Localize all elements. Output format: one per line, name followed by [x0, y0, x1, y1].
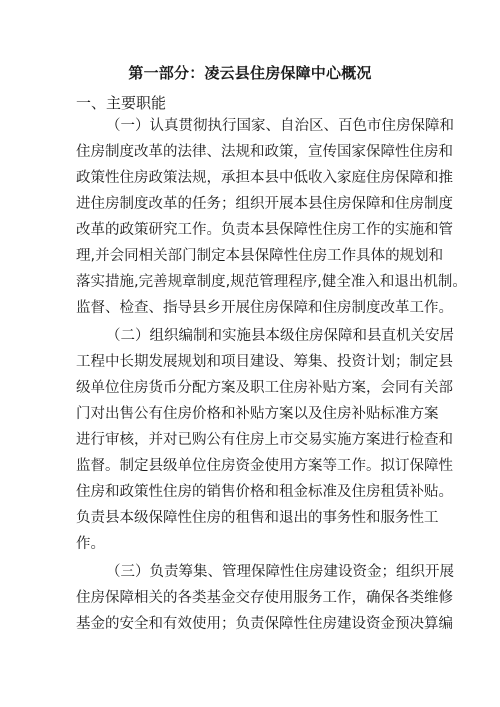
paragraph-line: 进行审核，并对已购公有住房上市交易实施方案进行检查和	[76, 432, 453, 448]
paragraph-line: （二）组织编制和实施县本级住房保障和县直机关安居	[106, 328, 454, 344]
document-title: 第一部分：凌云县住房保障中心概况	[128, 64, 372, 82]
paragraph-line: 政策性住房政策法规，承担本县中低收入家庭住房保障和推	[76, 170, 453, 186]
paragraph-line: 住房保障相关的各类基金交存使用服务工作，确保各类维修	[76, 590, 453, 606]
paragraph-line: 作。	[76, 536, 105, 552]
paragraph-line: 理,并会同相关部门制定本县保障性住房工作具体的规划和	[76, 248, 444, 264]
paragraph-line: 门对出售公有住房价格和补贴方案以及住房补贴标准方案	[76, 406, 439, 422]
paragraph-line: 住房和政策性住房的销售价格和租金标准及住房租赁补贴。	[76, 484, 453, 500]
paragraph-line: 负责县本级保障性住房的租售和退出的事务性和服务性工	[76, 510, 439, 526]
paragraph-line: 改革的政策研究工作。负责本县保障性住房工作的实施和管	[76, 222, 453, 238]
paragraph-line: 监督、检查、指导县乡开展住房保障和住房制度改革工作。	[76, 300, 453, 316]
paragraph-line: 监督。制定县级单位住房资金使用方案等工作。拟订保障性	[76, 458, 453, 474]
paragraph-line: （一）认真贯彻执行国家、自治区、百色市住房保障和	[106, 118, 454, 134]
paragraph-line: 级单位住房货币分配方案及职工住房补贴方案，会同有关部	[76, 380, 453, 396]
paragraph-line: 落实措施,完善规章制度,规范管理程序,健全准入和退出机制。	[76, 274, 467, 290]
paragraph-line: 住房制度改革的法律、法规和政策，宣传国家保障性住房和	[76, 144, 453, 160]
paragraph-line: 工程中长期发展规划和项目建设、筹集、投资计划；制定县	[76, 354, 453, 370]
paragraph-line: 进住房制度改革的任务；组织开展本县住房保障和住房制度	[76, 196, 453, 212]
section-heading: 一、主要职能	[76, 94, 167, 112]
paragraph-line: （三）负责筹集、管理保障性住房建设资金；组织开展	[106, 564, 454, 580]
paragraph-line: 基金的安全和有效使用；负责保障性住房建设资金预决算编	[76, 616, 453, 632]
